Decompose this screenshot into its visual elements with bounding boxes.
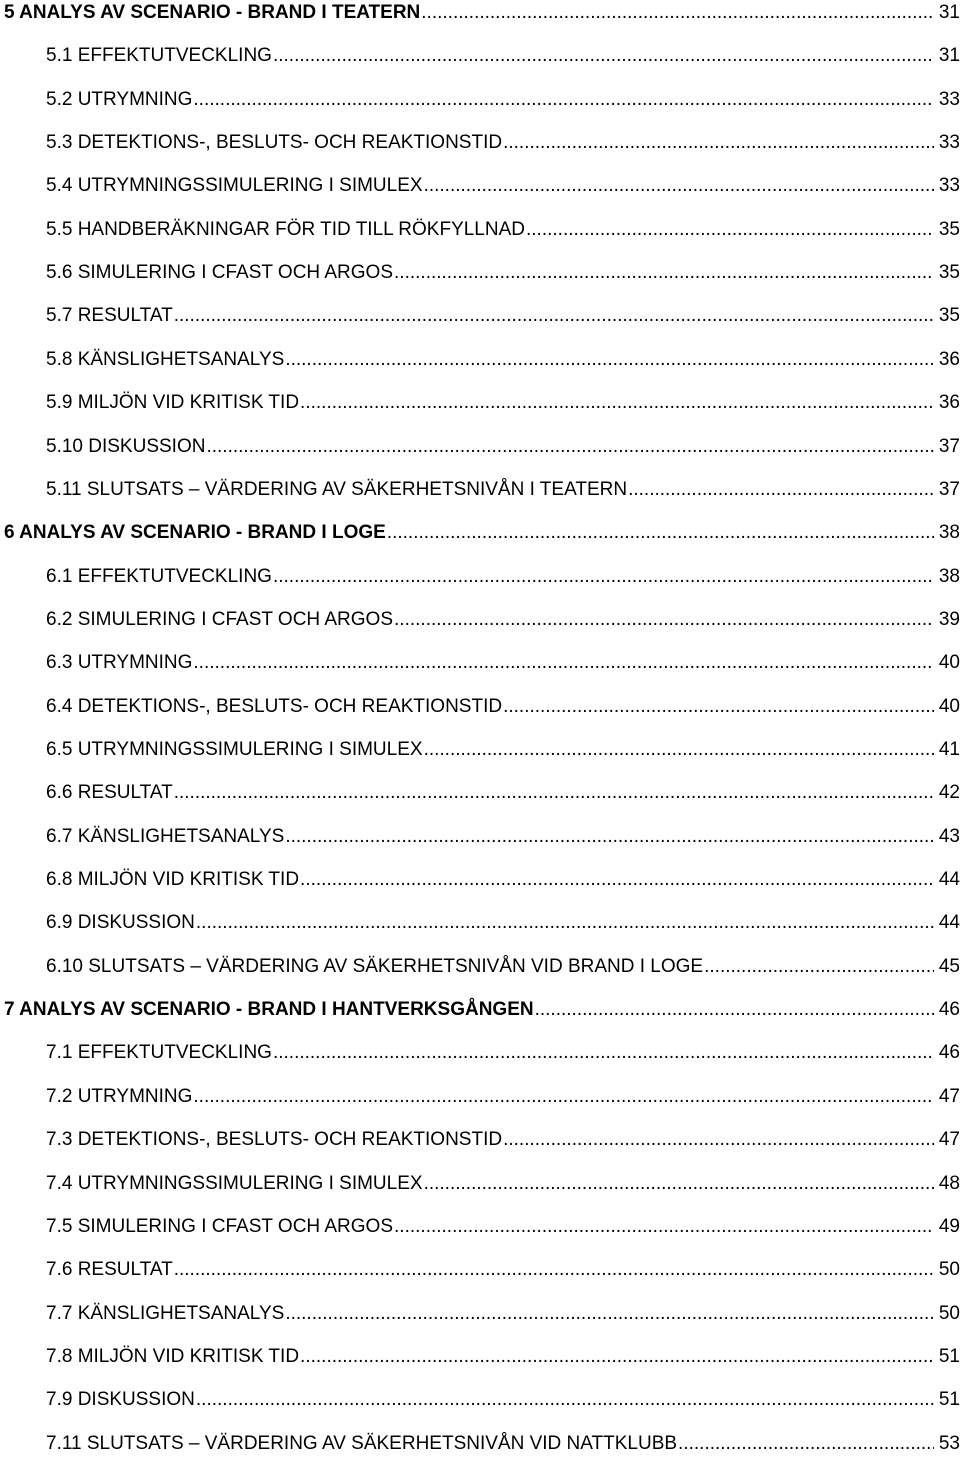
toc-section-entry[interactable] xyxy=(46,1212,960,1242)
toc-dot-leader xyxy=(193,85,934,115)
toc-entry-title: 5.5 HANDBERÄKNINGAR FÖR TID TILL RÖKFYLLNAD xyxy=(46,218,525,240)
toc-page-number: 44 xyxy=(938,912,960,934)
toc-page-number: 37 xyxy=(938,435,960,457)
toc-entry-title: 7 ANALYS AV SCENARIO - BRAND I HANTVERKSGÅNGEN xyxy=(4,999,534,1021)
toc-page-number: 31 xyxy=(938,2,960,23)
toc-dot-leader xyxy=(174,301,934,331)
toc-entry-title: 5.11 SLUTSATS – VÄRDERING AV SÄKERHETSNIVÅN I TEATERN xyxy=(46,478,628,500)
toc-dot-leader xyxy=(503,692,934,722)
toc-page-number: 39 xyxy=(938,608,960,630)
toc-entry-title: 7.9 DISKUSSION xyxy=(46,1389,195,1411)
toc-section-entry[interactable] xyxy=(46,1125,960,1155)
toc-entry-title: 6.9 DISKUSSION xyxy=(46,912,195,934)
toc-dot-leader xyxy=(193,648,934,678)
toc-section-entry[interactable] xyxy=(46,258,960,288)
toc-entry-title: 7.4 UTRYMNINGSSIMULERING I SIMULEX xyxy=(46,1172,423,1194)
toc-entry-title: 6.5 UTRYMNINGSSIMULERING I SIMULEX xyxy=(46,739,423,760)
toc-entry-title: 5 ANALYS AV SCENARIO - BRAND I TEATERN xyxy=(4,2,421,23)
toc-dot-leader xyxy=(424,1169,934,1199)
toc-chapter-entry[interactable] xyxy=(4,518,960,548)
toc-section-entry[interactable] xyxy=(46,1169,960,1199)
toc-page-number: 35 xyxy=(938,262,960,284)
toc-page-number: 43 xyxy=(938,825,960,847)
toc-entry-title: 5.9 MILJÖN VID KRITISK TID xyxy=(46,392,300,414)
toc-page-number: 38 xyxy=(938,565,960,587)
toc-page-number: 46 xyxy=(938,999,960,1021)
toc-dot-leader xyxy=(273,41,934,71)
toc-dot-leader xyxy=(394,1212,934,1242)
toc-page-number: 50 xyxy=(938,1259,960,1281)
toc-page-number: 47 xyxy=(938,1085,960,1107)
toc-entry-title: 5.7 RESULTAT xyxy=(46,305,173,327)
toc-section-entry[interactable] xyxy=(46,432,960,462)
toc-page-number: 48 xyxy=(938,1172,960,1194)
toc-entry-title: 5.10 DISKUSSION xyxy=(46,435,206,457)
toc-entry-title: 6.3 UTRYMNING xyxy=(46,652,193,674)
toc-dot-leader xyxy=(394,258,934,288)
toc-page-number: 31 xyxy=(938,45,960,67)
toc-section-entry[interactable] xyxy=(46,1082,960,1112)
toc-page-number: 53 xyxy=(938,1432,960,1454)
toc-entry-title: 6.8 MILJÖN VID KRITISK TID xyxy=(46,869,300,890)
toc-dot-leader xyxy=(387,518,934,548)
toc-page-number: 36 xyxy=(938,392,960,414)
toc-dot-leader xyxy=(503,1125,934,1155)
toc-dot-leader xyxy=(273,562,934,592)
toc-dot-leader xyxy=(628,475,934,505)
toc-section-entry[interactable] xyxy=(46,171,960,201)
toc-dot-leader xyxy=(678,1429,934,1459)
toc-page-number: 35 xyxy=(938,218,960,240)
toc-section-entry[interactable] xyxy=(46,128,960,158)
toc-page-number: 51 xyxy=(938,1345,960,1367)
toc-section-entry[interactable] xyxy=(46,908,960,938)
toc-section-entry[interactable] xyxy=(46,345,960,375)
toc-entry-title: 6.1 EFFEKTUTVECKLING xyxy=(46,565,272,587)
toc-dot-leader xyxy=(535,995,934,1025)
toc-section-entry[interactable] xyxy=(46,778,960,808)
toc-chapter-entry[interactable] xyxy=(4,995,960,1025)
toc-page-number: 38 xyxy=(938,522,960,544)
toc-page-number: 44 xyxy=(938,869,960,890)
toc-section-entry[interactable] xyxy=(46,1429,960,1459)
toc-page-number: 47 xyxy=(938,1129,960,1151)
toc-section-entry[interactable] xyxy=(46,475,960,505)
toc-section-entry[interactable] xyxy=(46,865,960,895)
toc-chapter-entry[interactable] xyxy=(4,0,960,28)
toc-dot-leader xyxy=(174,778,934,808)
toc-page-number: 49 xyxy=(938,1215,960,1237)
toc-entry-title: 6.4 DETEKTIONS-, BESLUTS- OCH REAKTIONSTID xyxy=(46,695,503,717)
toc-entry-title: 7.2 UTRYMNING xyxy=(46,1085,193,1107)
toc-dot-leader xyxy=(394,605,934,635)
toc-dot-leader xyxy=(285,345,934,375)
toc-entry-title: 7.11 SLUTSATS – VÄRDERING AV SÄKERHETSNIVÅN VID NATTKLUBB xyxy=(46,1432,678,1454)
toc-dot-leader xyxy=(704,952,934,982)
toc-page-number: 42 xyxy=(938,782,960,804)
toc-dot-leader xyxy=(174,1255,934,1285)
toc-entry-title: 7.1 EFFEKTUTVECKLING xyxy=(46,1042,272,1064)
toc-entry-title: 7.3 DETEKTIONS-, BESLUTS- OCH REAKTIONSTID xyxy=(46,1129,503,1151)
toc-dot-leader xyxy=(300,1342,934,1372)
toc-section-entry[interactable] xyxy=(46,301,960,331)
toc-dot-leader xyxy=(526,215,934,245)
toc-dot-leader xyxy=(285,822,934,852)
toc-page-number: 45 xyxy=(938,955,960,977)
toc-page-number: 36 xyxy=(938,348,960,370)
toc-section-entry[interactable] xyxy=(46,605,960,635)
toc-section-entry[interactable] xyxy=(46,952,960,982)
toc-dot-leader xyxy=(285,1299,934,1329)
toc-section-entry[interactable] xyxy=(46,215,960,245)
toc-section-entry[interactable] xyxy=(46,562,960,592)
toc-page-number: 37 xyxy=(938,478,960,500)
toc-entry-title: 6.10 SLUTSATS – VÄRDERING AV SÄKERHETSNIVÅN VID BRAND I LOGE xyxy=(46,955,704,977)
toc-entry-title: 5.2 UTRYMNING xyxy=(46,88,193,110)
toc-entry-title: 6.7 KÄNSLIGHETSANALYS xyxy=(46,825,285,847)
toc-page-number: 33 xyxy=(938,132,960,154)
toc-entry-title: 7.8 MILJÖN VID KRITISK TID xyxy=(46,1345,300,1367)
toc-section-entry[interactable] xyxy=(46,648,960,678)
toc-page-number: 33 xyxy=(938,175,960,197)
toc-section-entry[interactable] xyxy=(46,1038,960,1068)
toc-dot-leader xyxy=(503,128,934,158)
toc-entry-title: 7.6 RESULTAT xyxy=(46,1259,173,1281)
toc-page-number: 35 xyxy=(938,305,960,327)
toc-entry-title: 7.5 SIMULERING I CFAST OCH ARGOS xyxy=(46,1215,394,1237)
toc-entry-title: 6.6 RESULTAT xyxy=(46,782,173,804)
toc-section-entry[interactable] xyxy=(46,1342,960,1372)
toc-page-number: 40 xyxy=(938,652,960,674)
toc-page-number: 46 xyxy=(938,1042,960,1064)
toc-dot-leader xyxy=(300,388,934,418)
toc-dot-leader xyxy=(206,432,934,462)
toc-dot-leader xyxy=(193,1082,934,1112)
toc-section-entry[interactable] xyxy=(46,1255,960,1285)
toc-section-entry[interactable] xyxy=(46,41,960,71)
toc-section-entry[interactable] xyxy=(46,735,960,765)
toc-dot-leader xyxy=(273,1038,934,1068)
toc-page-number: 33 xyxy=(938,88,960,110)
toc-dot-leader xyxy=(300,865,934,895)
toc-entry-title: 7.7 KÄNSLIGHETSANALYS xyxy=(46,1302,285,1324)
toc-entry-title: 5.1 EFFEKTUTVECKLING xyxy=(46,45,272,67)
toc-section-entry[interactable] xyxy=(46,1299,960,1329)
toc-dot-leader xyxy=(424,735,934,765)
toc-page-number: 40 xyxy=(938,695,960,717)
toc-dot-leader xyxy=(421,0,934,28)
toc-section-entry[interactable] xyxy=(46,388,960,418)
toc-dot-leader xyxy=(424,171,934,201)
toc-entry-title: 5.6 SIMULERING I CFAST OCH ARGOS xyxy=(46,262,394,284)
toc-page-number: 41 xyxy=(938,739,960,760)
toc-entry-title: 5.4 UTRYMNINGSSIMULERING I SIMULEX xyxy=(46,175,423,197)
toc-dot-leader xyxy=(196,1385,934,1415)
toc-dot-leader xyxy=(196,908,934,938)
toc-section-entry[interactable] xyxy=(46,85,960,115)
toc-entry-title: 5.8 KÄNSLIGHETSANALYS xyxy=(46,348,285,370)
toc-entry-title: 5.3 DETEKTIONS-, BESLUTS- OCH REAKTIONSTID xyxy=(46,132,503,154)
toc-entry-title: 6 ANALYS AV SCENARIO - BRAND I LOGE xyxy=(4,522,386,544)
toc-section-entry[interactable] xyxy=(46,692,960,722)
toc-section-entry[interactable] xyxy=(46,1385,960,1415)
toc-section-entry[interactable] xyxy=(46,822,960,852)
toc-page-number: 51 xyxy=(938,1389,960,1411)
toc-page-number: 50 xyxy=(938,1302,960,1324)
toc-entry-title: 6.2 SIMULERING I CFAST OCH ARGOS xyxy=(46,608,394,630)
